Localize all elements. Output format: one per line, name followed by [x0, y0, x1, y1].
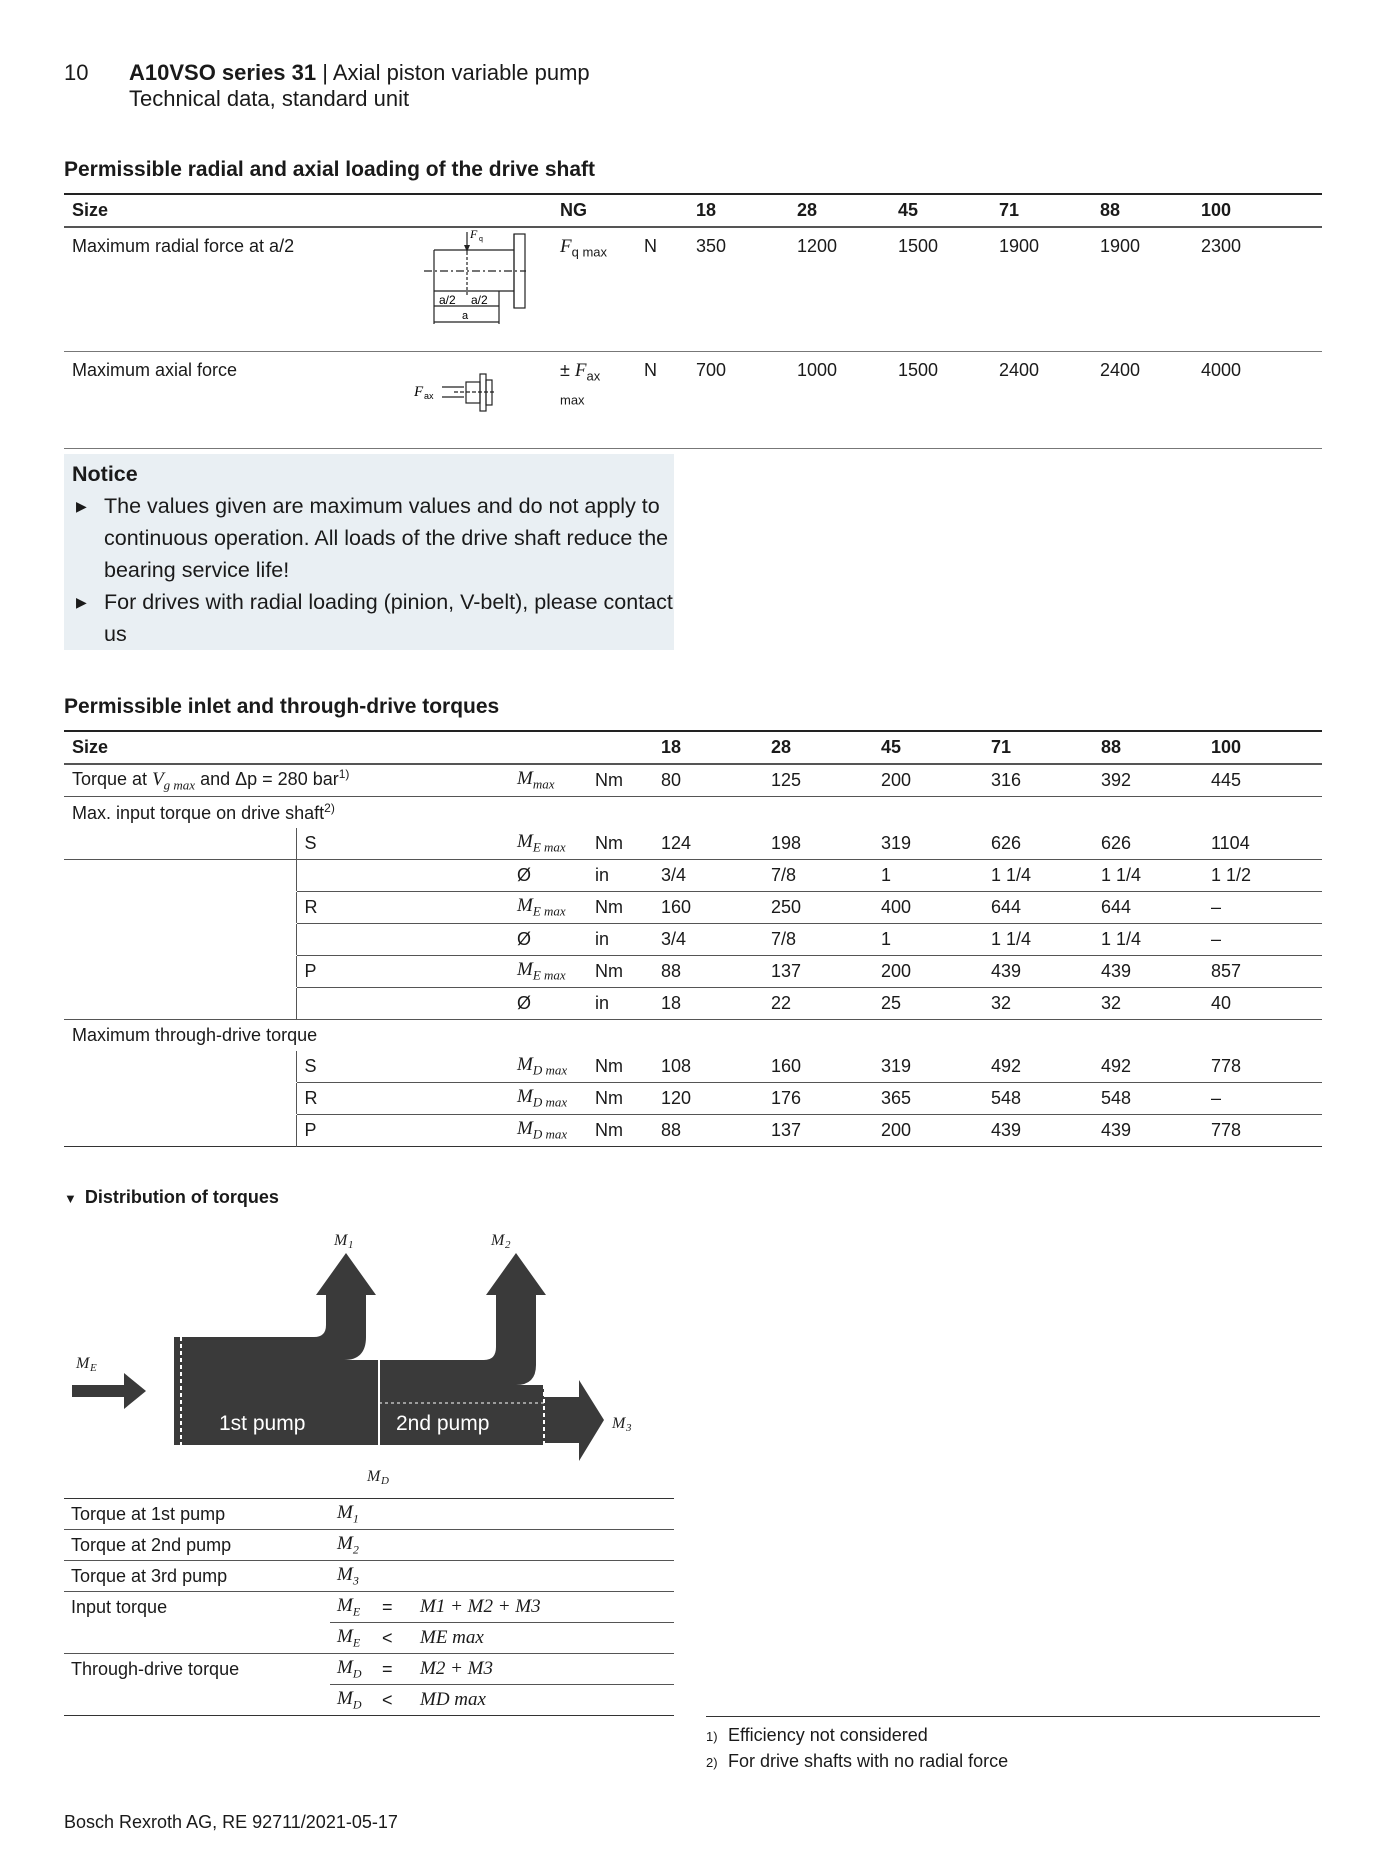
size-header: Size [64, 194, 394, 227]
row-label: Torque at 2nd pump [71, 1534, 232, 1555]
cell-value: 3/4 [661, 929, 687, 949]
row-label: Maximum through-drive torque [72, 1025, 318, 1045]
cell-value: 439 [991, 961, 1022, 981]
cell-value: 400 [881, 897, 912, 917]
table-row [64, 1083, 1322, 1115]
table-row [64, 860, 1322, 892]
row-unit: N [636, 227, 688, 352]
cell-value: 644 [991, 897, 1022, 917]
shaft-label: P [296, 956, 509, 988]
cell-value: 319 [881, 1056, 912, 1076]
triangle-down-icon: ▼ [64, 1191, 77, 1206]
cell-value: 198 [771, 833, 802, 853]
size-col: 88 [1093, 731, 1203, 764]
cell-value: 7/8 [771, 865, 797, 885]
size-col: 100 [1193, 194, 1322, 227]
notice-list [64, 490, 674, 650]
cell-value: 200 [881, 961, 912, 981]
radial-force-icon [394, 226, 552, 344]
row-unit: in [595, 929, 610, 949]
row-label: Maximum axial force [64, 352, 394, 449]
table-row [64, 352, 1322, 449]
row-symbol: $M_1$ [337, 1501, 359, 1526]
distribution-heading[interactable]: ▼ Distribution of torques [64, 1187, 279, 1207]
cell-value: – [1211, 1088, 1222, 1108]
cell-value: 137 [771, 961, 802, 981]
loading-table [64, 193, 1322, 449]
svg-text:E: E [90, 1362, 97, 1374]
shaft-label: R [296, 1083, 509, 1115]
table-row [64, 1020, 1322, 1052]
cell-value: 1 1/2 [1211, 865, 1252, 885]
table-row: Through-drive torque $M_D$ = M2 + M3 [64, 1654, 674, 1685]
cell-value: 22 [771, 993, 792, 1013]
row-label [64, 1623, 330, 1654]
row-label: Maximum radial force at a/2 [64, 227, 394, 352]
cell-value: 7/8 [771, 929, 797, 949]
table-row [64, 956, 1322, 988]
torque-distribution-diagram [64, 1225, 664, 1495]
table-row [64, 1530, 674, 1561]
row-symbol: Ø [517, 993, 532, 1013]
row-symbol: $M_{E max}$ [517, 959, 566, 983]
cell-value: 700 [688, 352, 789, 449]
cell-value: 160 [661, 897, 692, 917]
row-label: Torque at 3rd pump [71, 1565, 228, 1586]
row-symbol: $M_2$ [337, 1532, 359, 1557]
size-col: 28 [789, 194, 890, 227]
section-title-torques: Permissible inlet and through-drive torques [64, 695, 500, 718]
table-header-row [64, 731, 1322, 764]
table-row [64, 924, 1322, 956]
cell-value: 548 [1101, 1088, 1132, 1108]
cell-value: 200 [881, 1120, 912, 1140]
table-row [64, 988, 1322, 1020]
size-col: 45 [873, 731, 983, 764]
table-row: Input torque $M_E$ = M1 + M2 + M3 [64, 1592, 674, 1623]
cell-value: 2400 [991, 352, 1092, 449]
table-row [64, 1561, 674, 1592]
size-col: 45 [890, 194, 991, 227]
cell-value: 4000 [1193, 352, 1322, 449]
row-symbol: ± $F_{ax max}$ [552, 352, 636, 449]
cell-value: 250 [771, 897, 802, 917]
shaft-label: S [296, 828, 509, 860]
size-col: 71 [991, 194, 1092, 227]
notice-item: ▶ The values given are maximum values and do not apply to continuous operation. All loads of the drive shaft reduce the bearing service life! [72, 490, 674, 586]
cell-value: 1500 [890, 227, 991, 352]
cell-value: 1 1/4 [1101, 929, 1142, 949]
cell-value: 1 1/4 [1101, 865, 1142, 885]
size-col: 88 [1092, 194, 1193, 227]
cell-value: 120 [661, 1088, 692, 1108]
cell-value: – [1211, 929, 1222, 949]
row-unit: Nm [595, 1120, 623, 1140]
cell-value: 160 [771, 1056, 802, 1076]
shaft-label: R [296, 892, 509, 924]
table-header-row [64, 194, 1322, 227]
axial-force-icon [394, 366, 552, 436]
cell-value: 626 [1101, 833, 1132, 853]
row-label [64, 1685, 330, 1716]
table-row [64, 764, 1322, 797]
row-symbol: $M_{max}$ [517, 768, 555, 792]
axial-force-diagram [394, 352, 552, 449]
row-label: Through-drive torque [71, 1658, 240, 1679]
pump2-label: 2nd pump [396, 1412, 490, 1435]
cell-value: 1 1/4 [991, 929, 1032, 949]
footnote: 2) For drive shafts with no radial force [706, 1751, 1009, 1771]
row-symbol: $M_{D max}$ [517, 1086, 568, 1110]
table-row [64, 797, 1322, 829]
row-symbol: Ø [517, 865, 532, 885]
svg-text:a/2: a/2 [439, 293, 456, 307]
row-symbol: $M_{E max}$ [517, 895, 566, 919]
shaft-label: P [296, 1115, 509, 1147]
m1-label: M [334, 1232, 348, 1249]
cell-value: 1900 [991, 227, 1092, 352]
cell-value: 32 [1101, 993, 1122, 1013]
row-label: Input torque [71, 1596, 168, 1617]
table-row [64, 1115, 1322, 1147]
row-unit: in [595, 993, 610, 1013]
row-symbol: $M_E$ [337, 1625, 361, 1650]
row-unit: Nm [595, 897, 623, 917]
cell-value: 316 [991, 770, 1022, 790]
cell-value: 350 [688, 227, 789, 352]
cell-value: 548 [991, 1088, 1022, 1108]
m3-label: M [612, 1415, 626, 1432]
row-unit: Nm [595, 1056, 623, 1076]
row-symbol: $M_{D max}$ [517, 1118, 568, 1142]
title-rest: | Axial piston variable pump [316, 60, 590, 85]
svg-text:q: q [479, 236, 483, 243]
footnotes [706, 1716, 1320, 1775]
table-row [64, 227, 1322, 352]
cell-value: 108 [661, 1056, 692, 1076]
svg-text:a/2: a/2 [471, 293, 488, 307]
svg-text:ax: ax [424, 391, 434, 401]
cell-value: 80 [661, 770, 682, 790]
cell-value: 2400 [1092, 352, 1193, 449]
cell-value: – [1211, 897, 1222, 917]
cell-value: 778 [1211, 1120, 1242, 1140]
cell-value: 392 [1101, 770, 1132, 790]
me-label: M [76, 1355, 90, 1372]
cell-value: 32 [991, 993, 1012, 1013]
cell-value: 778 [1211, 1056, 1242, 1076]
pump1-label: 1st pump [219, 1412, 306, 1435]
svg-text:1: 1 [348, 1239, 354, 1251]
cell-value: 18 [661, 993, 682, 1013]
ng-header: NG [552, 194, 636, 227]
table-row: $M_E$ < ME max [64, 1623, 674, 1654]
cell-value: 439 [1101, 1120, 1132, 1140]
row-label: Torque at 1st pump [71, 1503, 226, 1524]
cell-value: 1000 [789, 352, 890, 449]
cell-value: 1 [881, 929, 892, 949]
shaft-label: S [296, 1051, 509, 1083]
size-col: 18 [653, 731, 763, 764]
row-symbol: $M_{D max}$ [517, 1054, 568, 1078]
row-unit: in [595, 865, 610, 885]
cell-value: 439 [1101, 961, 1132, 981]
cell-value: 137 [771, 1120, 802, 1140]
cell-value: 125 [771, 770, 802, 790]
notice-title: Notice [72, 462, 138, 486]
row-symbol: $F_{q max}$ [552, 227, 636, 352]
row-symbol: Ø [517, 929, 532, 949]
cell-value: 319 [881, 833, 912, 853]
size-col: 71 [983, 731, 1093, 764]
row-symbol: $M_E$ [330, 1592, 375, 1623]
size-header: Size [64, 731, 509, 764]
row-unit: Nm [595, 833, 623, 853]
cell-value: 25 [881, 993, 902, 1013]
m2-label: M [491, 1232, 505, 1249]
row-label: Max. input torque on drive shaft$^{2)}$ [72, 801, 335, 823]
cell-value: 200 [881, 770, 912, 790]
cell-value: 626 [991, 833, 1022, 853]
document-subtitle: Technical data, standard unit [129, 86, 410, 111]
svg-text:2: 2 [505, 1239, 511, 1251]
cell-value: 857 [1211, 961, 1242, 981]
cell-value: 88 [661, 961, 682, 981]
series-name: A10VSO series 31 [129, 60, 317, 85]
svg-text:3: 3 [626, 1422, 632, 1434]
cell-value: 492 [1101, 1056, 1132, 1076]
cell-value: 1 [881, 865, 892, 885]
table-row [64, 1051, 1322, 1083]
table-row: $M_D$ < MD max [64, 1685, 674, 1716]
cell-value: 1104 [1211, 833, 1250, 853]
size-col: 28 [763, 731, 873, 764]
cell-value: 1200 [789, 227, 890, 352]
md-label: M [367, 1468, 381, 1485]
row-unit: N [636, 352, 688, 449]
cell-value: 1500 [890, 352, 991, 449]
cell-value: 1900 [1092, 227, 1193, 352]
cell-value: 2300 [1193, 227, 1322, 352]
row-symbol: $M_D$ [330, 1654, 375, 1685]
row-unit: Nm [595, 961, 623, 981]
svg-text:a: a [462, 310, 469, 322]
cell-value: 88 [661, 1120, 682, 1140]
size-col: 100 [1203, 731, 1322, 764]
row-symbol: $M_{E max}$ [517, 831, 566, 855]
section-title-loading: Permissible radial and axial loading of the drive shaft [64, 158, 595, 181]
svg-text:D: D [381, 1475, 389, 1487]
row-label: Torque at $V_{g max}$ and Δp = 280 bar$^{1)}$ [72, 767, 350, 793]
cell-value: 492 [991, 1056, 1022, 1076]
size-col: 18 [688, 194, 789, 227]
row-unit: Nm [595, 770, 623, 790]
cell-value: 445 [1211, 770, 1242, 790]
table-row [64, 892, 1322, 924]
row-symbol: $M_3$ [337, 1563, 359, 1588]
footnote: 1) Efficiency not considered [706, 1725, 928, 1745]
cell-value: 365 [881, 1088, 912, 1108]
cell-value: 176 [771, 1088, 802, 1108]
page-footer: Bosch Rexroth AG, RE 92711/2021-05-17 [64, 1812, 398, 1832]
torque-table [64, 730, 1322, 1147]
cell-value: 40 [1211, 993, 1232, 1013]
document-title [129, 60, 590, 86]
row-symbol: $M_D$ [337, 1687, 362, 1712]
cell-value: 124 [661, 833, 692, 853]
notice-box [64, 454, 674, 650]
page-number: 10 [64, 60, 89, 85]
table-row [64, 828, 1322, 860]
fq-label: F [470, 227, 478, 241]
notice-item: ▶ For drives with radial loading (pinion, V-belt), please contact us [72, 586, 674, 650]
table-row [64, 1499, 674, 1530]
cell-value: 439 [991, 1120, 1022, 1140]
svg-text:F: F [414, 384, 424, 400]
cell-value: 1 1/4 [991, 865, 1032, 885]
cell-value: 644 [1101, 897, 1132, 917]
distribution-table [64, 1498, 674, 1716]
row-unit: Nm [595, 1088, 623, 1108]
cell-value: 3/4 [661, 865, 687, 885]
radial-force-diagram [394, 227, 552, 352]
